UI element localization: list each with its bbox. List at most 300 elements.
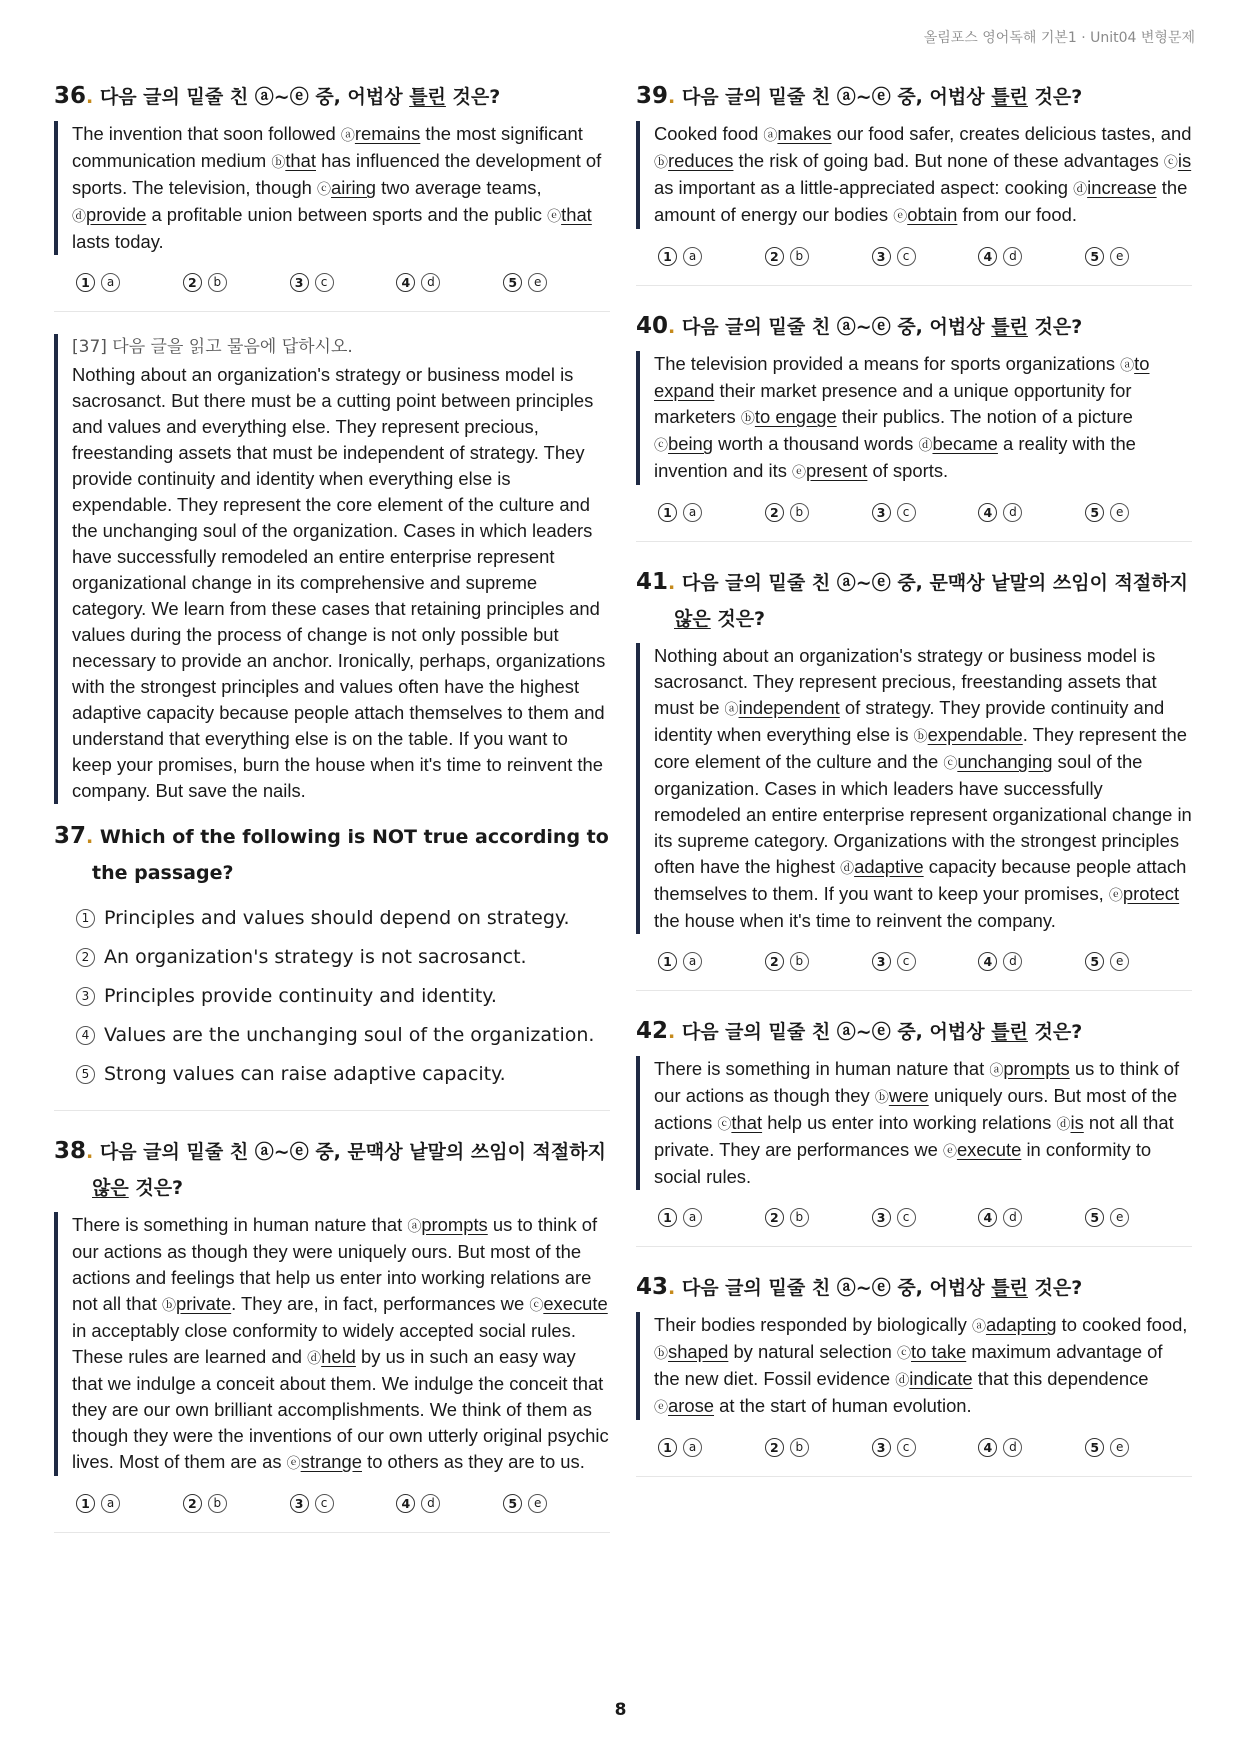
underlined-word: remains (354, 123, 421, 144)
underlined-word: being (668, 433, 713, 454)
title-emphasis: 틀린 (991, 86, 1028, 108)
title-text: Which of the following is NOT true according to the passage? (92, 826, 609, 884)
option-number: 2 (765, 247, 784, 266)
underlined-word: shaped (668, 1341, 729, 1362)
answer-option-2[interactable] (765, 952, 872, 971)
option-number: 3 (76, 987, 95, 1006)
option-number: 1 (658, 952, 677, 971)
question-number: 42 (636, 1018, 669, 1044)
underlined-word: held (321, 1346, 356, 1367)
underlined-word: were (888, 1085, 929, 1106)
question-40 (636, 308, 1192, 542)
marker-b: ⓑ (654, 154, 668, 170)
title-emphasis: 틀린 (991, 1277, 1028, 1299)
underlined-word: provide (86, 204, 147, 225)
page-number: 8 (614, 1700, 627, 1720)
option-number: 4 (978, 1438, 997, 1457)
right-column (636, 78, 1192, 1499)
answer-option-1[interactable] (658, 952, 765, 971)
marker-a: ⓐ (407, 1218, 422, 1234)
title-text: 것은? (1027, 1277, 1083, 1299)
passage-text: help us enter into working relations (762, 1112, 1057, 1133)
answer-options-40 (636, 499, 1192, 525)
option-number: 2 (183, 1494, 202, 1513)
passage-text: There is something in human nature that (654, 1058, 990, 1079)
answer-option-3[interactable] (76, 977, 610, 1016)
underlined-word: airing (331, 177, 376, 198)
passage-text: has influenced the development of sports. The television, though (72, 150, 602, 198)
answer-option-2[interactable] (765, 247, 872, 266)
option-letter: c (897, 952, 916, 971)
option-text: Values are the unchanging soul of the organization. (104, 1024, 595, 1046)
underlined-word: prompts (421, 1214, 488, 1235)
option-number: 4 (978, 247, 997, 266)
marker-d: ⓓ (72, 208, 86, 224)
question-number: 43 (636, 1274, 669, 1300)
answer-option-1[interactable] (76, 1494, 183, 1513)
underlined-word: is (1177, 150, 1192, 171)
option-number: 4 (978, 1208, 997, 1227)
underlined-word: to engage (754, 406, 837, 427)
underlined-word: makes (777, 123, 832, 144)
passage-text: Their bodies responded by biologically (654, 1314, 972, 1335)
answer-option-1[interactable] (658, 1438, 765, 1457)
title-text: 다음 글의 밑줄 친 ⓐ~ⓔ 중, 어법상 (681, 86, 992, 108)
option-number: 1 (658, 1208, 677, 1227)
question-36 (54, 78, 610, 312)
option-number: 1 (658, 247, 677, 266)
underlined-word: that (731, 1112, 763, 1133)
marker-d: ⓓ (895, 1372, 910, 1388)
option-letter: a (101, 273, 120, 292)
marker-b: ⓑ (874, 1089, 889, 1105)
option-letter: c (315, 1494, 334, 1513)
title-text: 다음 글의 밑줄 친 ⓐ~ⓔ 중, 어법상 (681, 316, 992, 338)
option-number: 3 (872, 503, 891, 522)
passage-text: . They represent the core element of the culture and the (654, 724, 1188, 772)
passage-text: the amount of energy our bodies (654, 177, 1188, 225)
passage-text: from our food. (957, 204, 1077, 225)
passage-text: Nothing about an organization's strategy or business model is sacrosanct. They represent precious, freestanding assets that must be (654, 645, 1157, 718)
option-letter: e (1110, 1438, 1129, 1457)
answer-option-2[interactable] (765, 1208, 872, 1227)
question-41-title: 41. 다음 글의 밑줄 친 ⓐ~ⓔ 중, 문맥상 낱말의 쓰임이 적절하지 않은 것은? (636, 569, 1188, 630)
passage-text: a reality with the invention and its (654, 433, 1136, 481)
marker-d: ⓓ (840, 860, 855, 876)
marker-e: ⓔ (654, 1399, 668, 1415)
title-text: 것은? (128, 1177, 184, 1199)
marker-e: ⓔ (286, 1455, 301, 1471)
title-emphasis: 않은 (674, 608, 711, 630)
title-text: 다음 글의 밑줄 친 ⓐ~ⓔ 중, 문맥상 낱말의 쓰임이 적절하지 (681, 572, 1188, 594)
question-43-title: 43. 다음 글의 밑줄 친 ⓐ~ⓔ 중, 어법상 틀린 것은? (636, 1274, 1083, 1300)
answer-option-2[interactable] (765, 503, 872, 522)
answer-option-5[interactable] (76, 1055, 610, 1094)
underlined-word: obtain (907, 204, 958, 225)
underlined-word: adapting (985, 1314, 1057, 1335)
option-number: 3 (290, 1494, 309, 1513)
left-column (54, 78, 610, 1555)
marker-a: ⓐ (724, 701, 739, 717)
passage-36 (54, 121, 610, 255)
passage-text: uniquely ours. But most of the actions (654, 1085, 1178, 1133)
question-38 (54, 1133, 610, 1533)
passage-text: lasts today. (72, 231, 164, 252)
passage-text: not all that private. They are performances we (654, 1112, 1174, 1160)
answer-option-4[interactable] (396, 1494, 503, 1513)
option-number: 3 (290, 273, 309, 292)
option-text: An organization's strategy is not sacrosanct. (104, 946, 527, 968)
passage-text: us to think of our actions as though they were uniquely ours. But most of the actions and feelings that help us enter into working relations are not all that (72, 1214, 598, 1314)
passage-text: Cooked food (654, 123, 764, 144)
option-letter: b (790, 247, 809, 266)
option-letter: c (897, 1208, 916, 1227)
option-text: Strong values can raise adaptive capacity. (104, 1063, 506, 1085)
title-text: 다음 글의 밑줄 친 ⓐ~ⓔ 중, 문맥상 낱말의 쓰임이 적절하지 (99, 1141, 606, 1163)
option-letter: c (897, 247, 916, 266)
marker-a: ⓐ (989, 1062, 1004, 1078)
answer-option-1[interactable] (658, 247, 765, 266)
marker-e: ⓔ (893, 208, 908, 224)
passage-text: a profitable union between sports and the public (146, 204, 548, 225)
answer-option-3[interactable] (872, 1208, 979, 1227)
passage-text: maximum advantage of the new diet. Fossil evidence (654, 1341, 1163, 1389)
option-letter: d (421, 273, 440, 292)
question-42 (636, 1013, 1192, 1247)
answer-option-4[interactable] (978, 952, 1085, 971)
option-number: 3 (872, 1438, 891, 1457)
answer-option-5[interactable] (1085, 1208, 1192, 1227)
marker-c: ⓒ (529, 1297, 544, 1313)
option-number: 5 (76, 1065, 95, 1084)
passage-text: of sports. (867, 460, 949, 481)
passage-text: in conformity to social rules. (654, 1139, 1152, 1187)
question-38-title: 38. 다음 글의 밑줄 친 ⓐ~ⓔ 중, 문맥상 낱말의 쓰임이 적절하지 않은 것은? (54, 1138, 606, 1199)
option-number: 2 (765, 1208, 784, 1227)
option-letter: b (790, 1438, 809, 1457)
passage-42 (636, 1056, 1192, 1190)
underlined-word: arose (668, 1395, 715, 1416)
marker-c: ⓒ (717, 1116, 732, 1132)
marker-e: ⓔ (1108, 887, 1123, 903)
underlined-word: adaptive (854, 856, 924, 877)
option-number: 1 (76, 909, 95, 928)
title-text: 것은? (1027, 316, 1083, 338)
marker-a: ⓐ (340, 127, 355, 143)
option-number: 1 (658, 503, 677, 522)
passage-text: us to think of our actions as though they (654, 1058, 1180, 1106)
question-number: 36 (54, 83, 87, 109)
option-number: 2 (765, 503, 784, 522)
answer-option-3[interactable] (872, 247, 979, 266)
answer-options-38 (54, 1490, 610, 1516)
option-letter: b (790, 1208, 809, 1227)
passage-text: soul of the organization. Cases in which leaders have successfully remodeled an entire enterprise represent organizational change in its supreme category. Organizations with the strongest principles often have the highest (654, 751, 1192, 877)
answer-option-4[interactable] (978, 1208, 1085, 1227)
marker-d: ⓓ (1056, 1116, 1071, 1132)
option-number: 2 (765, 1438, 784, 1457)
passage-text: to others as they are to us. (361, 1451, 585, 1472)
question-36-title: 36. 다음 글의 밑줄 친 ⓐ~ⓔ 중, 어법상 틀린 것은? (54, 83, 501, 109)
passage-text: at the start of human evolution. (714, 1395, 972, 1416)
answer-option-3[interactable] (872, 503, 979, 522)
option-letter: e (1110, 247, 1129, 266)
option-letter: a (683, 1208, 702, 1227)
answer-option-5[interactable] (1085, 247, 1192, 266)
passage-text: in acceptably close conformity to widely accepted social rules. These rules are learned and (72, 1320, 576, 1367)
marker-a: ⓐ (1120, 357, 1135, 373)
answer-option-1[interactable] (76, 273, 183, 292)
option-letter: d (1003, 247, 1022, 266)
question-40-title: 40. 다음 글의 밑줄 친 ⓐ~ⓔ 중, 어법상 틀린 것은? (636, 313, 1083, 339)
underlined-word: to take (911, 1341, 967, 1362)
marker-d: ⓓ (1073, 181, 1088, 197)
title-text: 다음 글의 밑줄 친 ⓐ~ⓔ 중, 어법상 (99, 86, 410, 108)
answer-option-2[interactable] (183, 273, 290, 292)
option-letter: d (1003, 952, 1022, 971)
title-text: 것은? (710, 608, 766, 630)
passage-text: as important as a little-appreciated aspect: cooking (654, 177, 1074, 198)
marker-a: ⓐ (763, 127, 778, 143)
question-number: 40 (636, 313, 669, 339)
passage-43 (636, 1312, 1192, 1420)
answer-options-41 (636, 948, 1192, 974)
underlined-word: that (561, 204, 592, 225)
answer-option-4[interactable] (978, 503, 1085, 522)
question-37-group (54, 334, 610, 1111)
option-letter: a (683, 1438, 702, 1457)
passage-text: the risk of going bad. But none of these advantages (733, 150, 1164, 171)
marker-b: ⓑ (913, 728, 928, 744)
marker-d: ⓓ (918, 437, 933, 453)
underlined-word: strange (300, 1451, 362, 1472)
option-number: 4 (76, 1026, 95, 1045)
passage-39 (636, 121, 1192, 229)
marker-e: ⓔ (547, 208, 562, 224)
answer-option-2[interactable] (183, 1494, 290, 1513)
option-number: 1 (658, 1438, 677, 1457)
marker-c: ⓒ (1163, 154, 1178, 170)
passage-text: their market presence and a unique opportunity for marketers (654, 380, 1132, 427)
passage-text: that this dependence (972, 1368, 1149, 1389)
option-letter: d (1003, 503, 1022, 522)
question-39 (636, 78, 1192, 286)
title-emphasis: 틀린 (991, 1021, 1028, 1043)
title-emphasis: 틀린 (409, 86, 446, 108)
answer-option-2[interactable] (765, 1438, 872, 1457)
option-number: 5 (1085, 952, 1104, 971)
option-letter: b (208, 273, 227, 292)
question-43 (636, 1269, 1192, 1477)
answer-option-3[interactable] (872, 952, 979, 971)
option-letter: e (1110, 503, 1129, 522)
option-number: 5 (1085, 247, 1104, 266)
title-text: 다음 글의 밑줄 친 ⓐ~ⓔ 중, 어법상 (681, 1277, 992, 1299)
underlined-word: became (932, 433, 998, 454)
underlined-word: unchanging (957, 751, 1053, 772)
answer-option-3[interactable] (872, 1438, 979, 1457)
passage-text: . They are, in fact, performances we (231, 1293, 530, 1314)
answer-option-4[interactable] (978, 247, 1085, 266)
option-number: 3 (872, 247, 891, 266)
answer-option-5[interactable] (1085, 503, 1192, 522)
marker-c: ⓒ (943, 755, 958, 771)
passage-text: the house when it's time to reinvent the company. (654, 910, 1056, 931)
option-letter: e (528, 273, 547, 292)
option-number: 5 (503, 273, 522, 292)
answer-options-43 (636, 1434, 1192, 1460)
answer-options-37 (76, 899, 610, 1094)
option-letter: b (208, 1494, 227, 1513)
passage-text: our food safer, creates delicious tastes, and (831, 123, 1192, 144)
answer-options-36 (54, 269, 610, 295)
title-text: 다음 글의 밑줄 친 ⓐ~ⓔ 중, 어법상 (681, 1021, 992, 1043)
underlined-word: independent (738, 697, 840, 718)
answer-option-5[interactable] (503, 1494, 610, 1513)
passage-40 (636, 351, 1192, 485)
answer-option-4[interactable] (396, 273, 503, 292)
answer-option-1[interactable] (658, 503, 765, 522)
underlined-word: is (1070, 1112, 1084, 1133)
passage-text: There is something in human nature that (72, 1214, 408, 1235)
answer-option-1[interactable] (658, 1208, 765, 1227)
option-number: 4 (396, 273, 415, 292)
option-letter: c (315, 273, 334, 292)
option-letter: e (528, 1494, 547, 1513)
passage-text: by natural selection (728, 1341, 898, 1362)
option-text: Principles and values should depend on strategy. (104, 907, 570, 929)
option-number: 5 (1085, 1208, 1104, 1227)
question-39-title: 39. 다음 글의 밑줄 친 ⓐ~ⓔ 중, 어법상 틀린 것은? (636, 83, 1083, 109)
answer-option-2[interactable] (76, 938, 610, 977)
underlined-word: increase (1087, 177, 1157, 198)
option-number: 3 (872, 1208, 891, 1227)
answer-options-39 (636, 243, 1192, 269)
group-instruction: [37] 다음 글을 읽고 물음에 답하시오. (72, 337, 353, 357)
option-number: 2 (183, 273, 202, 292)
passage-text: capacity because people attach themselves to them. If you want to keep your promises, (654, 856, 1187, 904)
option-number: 3 (872, 952, 891, 971)
option-text: Principles provide continuity and identity. (104, 985, 497, 1007)
title-text: 것은? (1027, 86, 1083, 108)
title-emphasis: 않은 (92, 1177, 129, 1199)
marker-b: ⓑ (271, 154, 286, 170)
option-number: 1 (76, 1494, 95, 1513)
marker-d: ⓓ (307, 1350, 322, 1366)
underlined-word: protect (1122, 883, 1180, 904)
option-number: 5 (503, 1494, 522, 1513)
underlined-word: private (175, 1293, 232, 1314)
option-letter: b (790, 952, 809, 971)
marker-a: ⓐ (971, 1318, 986, 1334)
passage-text: The television provided a means for sports organizations (654, 353, 1121, 374)
option-letter: d (421, 1494, 440, 1513)
marker-e: ⓔ (792, 464, 807, 480)
option-number: 2 (76, 948, 95, 967)
question-number: 38 (54, 1138, 87, 1164)
passage-text: The invention that soon followed (72, 123, 341, 144)
passage-text: by us in such an easy way that we indulge a conceit about them. We indulge the conceit that they are our own brilliant accomplishments. We think of them as though they were the inventions of our own utterly original psychic lives. Most of them are as (72, 1346, 609, 1472)
option-letter: a (101, 1494, 120, 1513)
answer-option-3[interactable] (290, 1494, 397, 1513)
option-letter: a (683, 503, 702, 522)
marker-e: ⓔ (942, 1143, 957, 1159)
question-41 (636, 564, 1192, 991)
page-header: 올림포스 영어독해 기본1 · Unit04 변형문제 (923, 30, 1195, 46)
passage-text: of strategy. They provide continuity and identity when everything else is (654, 697, 1165, 745)
passage-text: the most significant communication medium (72, 123, 583, 171)
option-letter: d (1003, 1438, 1022, 1457)
passage-text: Nothing about an organization's strategy or business model is sacrosanct. But there must be a cutting point between principles and values and everything else. They represent precious, freestanding assets that must be independent of strategy. They provide continuity and identity when everything else is expendable. They represent the core element of the culture and the unchanging soul of the organization. Cases in which leaders have successfully remodeled an entire enterprise represent organizational change in its comprehensive and supreme category. We learn from these cases that retaining principles and values during the process of change is not only possible but necessary to provide an anchor. Ironically, perhaps, organizations with the strongest principles and values often have the highest adaptive capacity because people attach themselves to them and understand that everything else is on the table. If you want to keep your promises, burn the house when it's time to reinvent the company. But save the nails. (72, 364, 606, 801)
question-37-title: 37. Which of the following is NOT true according to the passage? (54, 823, 609, 884)
option-number: 2 (765, 952, 784, 971)
marker-b: ⓑ (654, 1345, 668, 1361)
underlined-word: prompts (1003, 1058, 1070, 1079)
title-text: 것은? (445, 86, 501, 108)
underlined-word: that (285, 150, 316, 171)
option-number: 4 (978, 503, 997, 522)
passage-text: their publics. The notion of a picture (836, 406, 1133, 427)
option-letter: e (1110, 1208, 1129, 1227)
answer-option-3[interactable] (290, 273, 397, 292)
option-number: 1 (76, 273, 95, 292)
option-letter: e (1110, 952, 1129, 971)
question-number: 41 (636, 569, 669, 595)
option-letter: a (683, 952, 702, 971)
answer-option-4[interactable] (76, 1016, 610, 1055)
answer-option-5[interactable] (1085, 952, 1192, 971)
answer-option-1[interactable] (76, 899, 610, 938)
option-letter: c (897, 1438, 916, 1457)
underlined-word: indicate (909, 1368, 973, 1389)
underlined-word: present (806, 460, 868, 481)
option-letter: d (1003, 1208, 1022, 1227)
marker-c: ⓒ (897, 1345, 912, 1361)
underlined-word: execute (543, 1293, 608, 1314)
marker-b: ⓑ (740, 410, 755, 426)
marker-c: ⓒ (317, 181, 332, 197)
passage-text: two average teams, (376, 177, 542, 198)
marker-c: ⓒ (654, 437, 668, 453)
underlined-word: reduces (668, 150, 734, 171)
option-number: 5 (1085, 1438, 1104, 1457)
underlined-word: to expand (654, 353, 1150, 401)
option-letter: c (897, 503, 916, 522)
title-emphasis: 틀린 (991, 316, 1028, 338)
question-42-title: 42. 다음 글의 밑줄 친 ⓐ~ⓔ 중, 어법상 틀린 것은? (636, 1018, 1083, 1044)
underlined-word: execute (956, 1139, 1022, 1160)
option-letter: a (683, 247, 702, 266)
passage-37 (54, 334, 610, 804)
passage-text: to cooked food, (1056, 1314, 1188, 1335)
question-number: 39 (636, 83, 669, 109)
option-number: 4 (978, 952, 997, 971)
answer-option-4[interactable] (978, 1438, 1085, 1457)
answer-option-5[interactable] (1085, 1438, 1192, 1457)
passage-41 (636, 643, 1192, 934)
question-number: 37 (54, 823, 87, 849)
answer-options-42 (636, 1204, 1192, 1230)
option-number: 5 (1085, 503, 1104, 522)
answer-option-5[interactable] (503, 273, 610, 292)
passage-38 (54, 1212, 610, 1476)
underlined-word: expendable (927, 724, 1023, 745)
marker-b: ⓑ (161, 1297, 176, 1313)
option-number: 4 (396, 1494, 415, 1513)
passage-text: worth a thousand words (713, 433, 919, 454)
title-text: 것은? (1027, 1021, 1083, 1043)
option-letter: b (790, 503, 809, 522)
